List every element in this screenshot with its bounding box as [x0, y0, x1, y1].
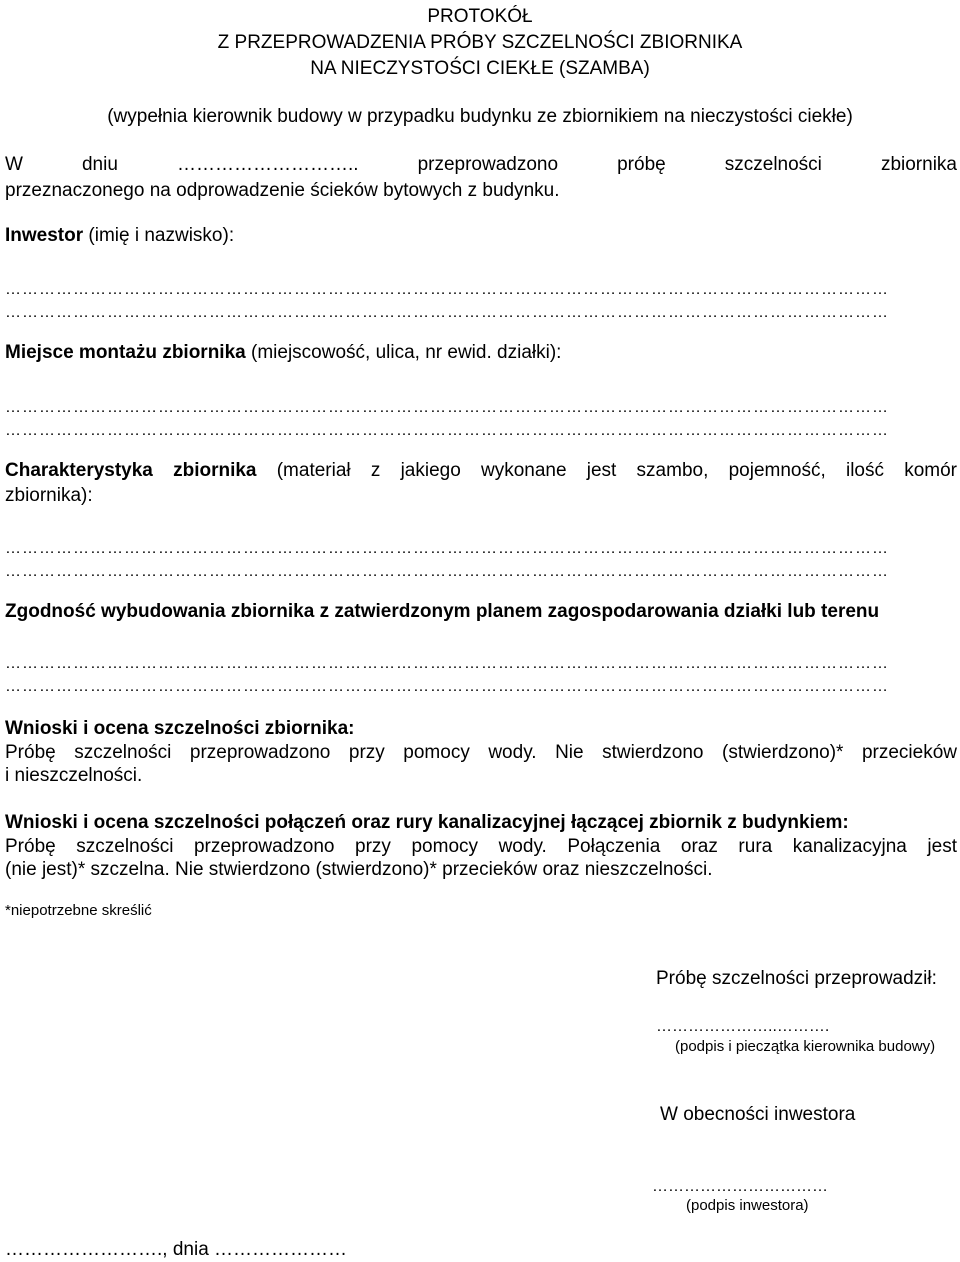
place-date: ……………………., dnia …………………	[5, 1239, 348, 1260]
document-title-line2: Z PRZEPROWADZENIA PRÓBY SZCZELNOŚCI ZBIORNIKA	[217, 32, 743, 53]
tank-dots-2: …………………………………………………………………………………………………………………………………………	[5, 563, 889, 580]
location-dots-2: …………………………………………………………………………………………………………………………………………	[5, 422, 889, 439]
intro-line1: W dniu ……………………….. przeprowadzono próbę szczelności zbiornika	[5, 154, 957, 175]
document-title: PROTOKÓŁ	[427, 6, 533, 27]
investor-dots-2: …………………………………………………………………………………………………………………………………………	[5, 304, 889, 321]
conclusions-pipe-label: Wnioski i ocena szczelności połączeń oraz rury kanalizacyjnej łączącej zbiornik z budynkiem:	[5, 812, 849, 833]
conclusions-tank-text2: i nieszczelności.	[5, 765, 143, 786]
investor-label-bold: Inwestor	[5, 225, 84, 246]
tank-label-line2: zbiornika):	[5, 485, 93, 506]
investor-signature-dots: ……………………………	[652, 1178, 828, 1195]
intro-line2: przeznaczonego na odprowadzenie ścieków bytowych z budynku.	[5, 180, 560, 201]
subtitle: (wypełnia kierownik budowy w przypadku budynku ze zbiornikiem na nieczystości ciekłe)	[107, 106, 853, 127]
conclusions-pipe-text1: Próbę szczelności przeprowadzono przy pomocy wody. Połączenia oraz rura kanalizacyjna jest	[5, 836, 957, 857]
test-performer-label: Próbę szczelności przeprowadził:	[656, 968, 937, 989]
test-performer-caption: (podpis i pieczątka kierownika budowy)	[675, 1038, 936, 1055]
location-label-rest: (miejscowość, ulica, nr ewid. działki):	[245, 342, 562, 363]
conformity-label: Zgodność wybudowania zbiornika z zatwierdzonym planem zagospodarowania działki lub terenu	[5, 601, 880, 622]
investor-presence-label: W obecności inwestora	[660, 1104, 856, 1125]
investor-dots-1: …………………………………………………………………………………………………………………………………………	[5, 281, 889, 298]
conclusions-tank-text1: Próbę szczelności przeprowadzono przy pomocy wody. Nie stwierdzono (stwierdzono)* przecieków	[5, 742, 957, 763]
investor-label-rest: (imię i nazwisko):	[83, 225, 235, 246]
document-title-line3: NA NIECZYSTOŚCI CIEKŁE (SZAMBA)	[310, 58, 650, 79]
location-label	[5, 342, 561, 364]
investor-label	[5, 225, 234, 247]
conformity-dots-2: …………………………………………………………………………………………………………………………………………	[5, 678, 889, 695]
location-label-bold: Miejsce montażu zbiornika	[5, 342, 246, 363]
tank-label-bold: Charakterystyka zbiornika	[5, 460, 257, 481]
tank-label	[5, 460, 957, 482]
tank-label-rest: (materiał z jakiego wykonane jest szambo, pojemność, ilość komór	[256, 460, 957, 481]
location-dots-1: …………………………………………………………………………………………………………………………………………	[5, 399, 889, 416]
conformity-dots-1: …………………………………………………………………………………………………………………………………………	[5, 655, 889, 672]
investor-signature-caption: (podpis inwestora)	[686, 1197, 809, 1214]
tank-dots-1: …………………………………………………………………………………………………………………………………………	[5, 540, 889, 557]
conclusions-pipe-text2: (nie jest)* szczelna. Nie stwierdzono (stwierdzono)* przecieków oraz nieszczelności.	[5, 859, 713, 880]
footnote: *niepotrzebne skreślić	[5, 902, 152, 919]
test-performer-dots: …………………..……….	[656, 1018, 830, 1035]
conclusions-tank-label: Wnioski i ocena szczelności zbiornika:	[5, 718, 355, 739]
